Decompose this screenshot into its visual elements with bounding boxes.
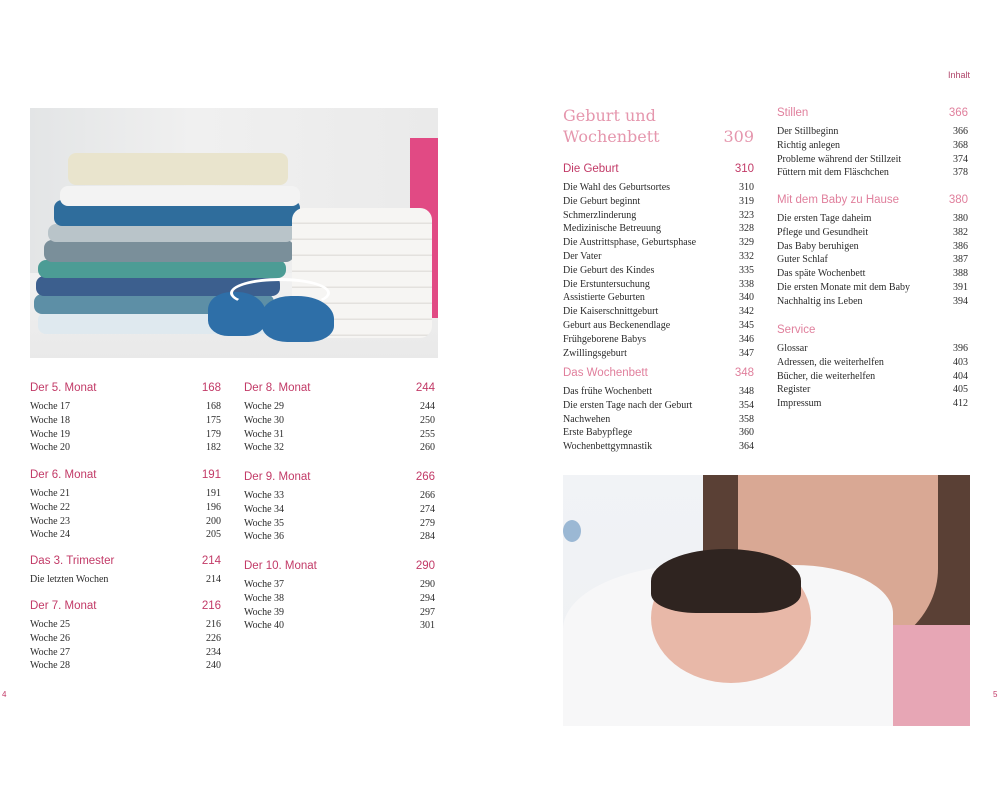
section-title: Der 8. Monat: [244, 382, 311, 394]
toc-entry: Medizinische Betreuung 328: [563, 223, 754, 235]
toc-entry: Zwillingsgeburt 347: [563, 347, 754, 359]
toc-section: [30, 600, 221, 673]
section-title: Der 7. Monat: [30, 600, 97, 612]
toc-entry: Adressen, die weiterhelfen 403: [777, 356, 968, 368]
toc-entry: Woche 26 226: [30, 632, 221, 644]
section-page: 366: [948, 107, 968, 119]
toc-entry: Woche 19 179: [30, 428, 221, 440]
toc-entry: Woche 20 182: [30, 442, 221, 454]
toc-entry: Nachhaltig ins Leben 394: [777, 295, 968, 307]
toc-entry: Die Wahl des Geburtsortes 310: [563, 182, 754, 193]
toc-entry: Die Erstuntersuchung 338: [563, 278, 754, 290]
section-title: Der 9. Monat: [244, 471, 311, 483]
section-page: 216: [201, 600, 221, 612]
section-page: 168: [201, 382, 221, 394]
toc-section: [563, 367, 754, 454]
toc-entry: Woche 27 234: [30, 646, 221, 658]
part-title-line1: Geburt und: [563, 106, 656, 125]
section-title: Die Geburt: [563, 163, 619, 175]
toc-section: [30, 382, 221, 455]
toc-section: [244, 471, 435, 544]
toc-entry: Das Baby beruhigen 386: [777, 240, 968, 252]
toc-entry: Nachwehen 358: [563, 413, 754, 425]
toc-entry: Die Kaiserschnittgeburt 342: [563, 306, 754, 318]
part-title: [563, 105, 754, 147]
page-number-left: 4: [2, 690, 7, 699]
section-page: 290: [415, 560, 435, 572]
section-title: Das Wochenbett: [563, 367, 648, 379]
toc-section: [777, 324, 968, 411]
part-title-line2: Wochenbett: [563, 127, 660, 146]
section-page: 380: [948, 194, 968, 206]
toc-entry: Woche 21 191: [30, 488, 221, 499]
section-title: Der 5. Monat: [30, 382, 97, 394]
section-title: Mit dem Baby zu Hause: [777, 194, 900, 206]
toc-entry: Geburt aus Beckenendlage 345: [563, 319, 754, 331]
toc-entry: Register 405: [777, 384, 968, 396]
toc-entry: Wochenbettgymnastik 364: [563, 441, 754, 453]
toc-entry: Woche 18 175: [30, 414, 221, 426]
toc-entry: Woche 30 250: [244, 414, 435, 426]
toc-section: [244, 560, 435, 633]
toc-entry: Richtig anlegen 368: [777, 139, 968, 151]
toc-entry: Frühgeborene Babys 346: [563, 333, 754, 345]
toc-entry: Die Geburt beginnt 319: [563, 195, 754, 207]
toc-entry: Assistierte Geburten 340: [563, 292, 754, 304]
toc-entry: Woche 23 200: [30, 515, 221, 527]
toc-entry: Die ersten Monate mit dem Baby 391: [777, 281, 968, 293]
toc-entry: Woche 36 284: [244, 531, 435, 543]
toc-entry: Guter Schlaf 387: [777, 254, 968, 266]
toc-entry: Die Geburt des Kindes 335: [563, 264, 754, 276]
toc-entry: Woche 31 255: [244, 428, 435, 440]
section-title: Stillen: [777, 107, 809, 119]
toc-entry: Woche 37 290: [244, 579, 435, 590]
part-title-page: 309: [723, 127, 754, 146]
toc-entry: Bücher, die weiterhelfen 404: [777, 370, 968, 382]
toc-entry: Der Vater 332: [563, 250, 754, 262]
section-title: Service: [777, 324, 816, 336]
toc-entry: Woche 25 216: [30, 619, 221, 630]
toc-entry: Das späte Wochenbett 388: [777, 268, 968, 280]
section-page: 266: [415, 471, 435, 483]
toc-entry: Das frühe Wochenbett 348: [563, 386, 754, 397]
toc-entry: Schmerzlinderung 323: [563, 209, 754, 221]
toc-entry: Der Stillbeginn 366: [777, 126, 968, 137]
section-title: Der 10. Monat: [244, 560, 317, 572]
toc-entry: Woche 40 301: [244, 620, 435, 632]
toc-section: [563, 163, 754, 360]
section-title: Der 6. Monat: [30, 469, 97, 481]
toc-entry: Pflege und Gesundheit 382: [777, 226, 968, 238]
toc-entry: Glossar 396: [777, 343, 968, 354]
toc-entry: Woche 35 279: [244, 517, 435, 529]
toc-section: [244, 382, 435, 455]
toc-entry: Woche 39 297: [244, 606, 435, 618]
toc-entry: Die letzten Wochen 214: [30, 574, 221, 585]
toc-section: [777, 107, 968, 180]
toc-section: [30, 469, 221, 542]
toc-entry: Woche 28 240: [30, 660, 221, 672]
section-page: 244: [415, 382, 435, 394]
mother-baby-photo: [563, 475, 970, 726]
toc-entry: Impressum 412: [777, 398, 968, 410]
toc-entry: Woche 34 274: [244, 503, 435, 515]
toc-section: [777, 194, 968, 309]
toc-entry: Die Austrittsphase, Geburtsphase 329: [563, 237, 754, 249]
toc-section: [30, 555, 221, 587]
toc-entry: Woche 38 294: [244, 592, 435, 604]
section-page: 310: [734, 163, 754, 175]
toc-entry: Erste Babypflege 360: [563, 427, 754, 439]
section-title: Das 3. Trimester: [30, 555, 115, 567]
toc-entry: Probleme während der Stillzeit 374: [777, 153, 968, 165]
toc-entry: Woche 29 244: [244, 401, 435, 412]
toc-entry: Woche 24 205: [30, 529, 221, 541]
section-page: 214: [201, 555, 221, 567]
toc-entry: Die ersten Tage nach der Geburt 354: [563, 399, 754, 411]
toc-entry: Die ersten Tage daheim 380: [777, 213, 968, 224]
section-page: 348: [734, 367, 754, 379]
toc-entry: Woche 33 266: [244, 490, 435, 501]
toc-entry: Woche 32 260: [244, 442, 435, 454]
baby-clothes-photo: [30, 108, 438, 358]
toc-entry: Füttern mit dem Fläschchen 378: [777, 167, 968, 179]
page-number-right: 5: [993, 690, 998, 699]
toc-entry: Woche 17 168: [30, 401, 221, 412]
section-page: 191: [201, 469, 221, 481]
toc-entry: Woche 22 196: [30, 501, 221, 513]
running-header: Inhalt: [948, 70, 971, 80]
